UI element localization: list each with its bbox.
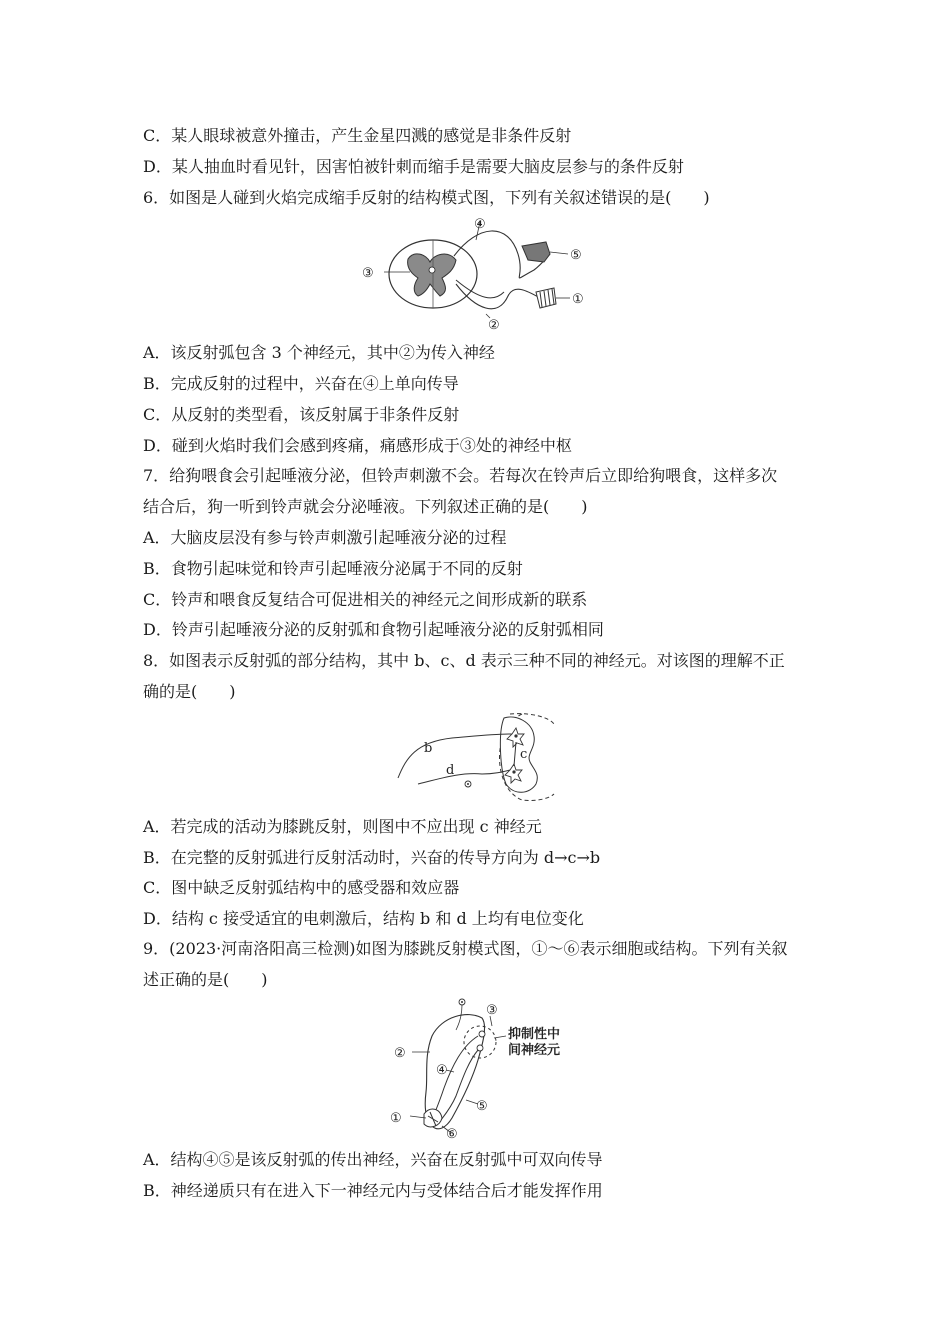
- q9-label-3: ③: [486, 1003, 498, 1018]
- q6-label-1: ①: [572, 292, 584, 307]
- q9-label-5: ⑤: [476, 1099, 488, 1114]
- q9-option-a: A．结构④⑤是该反射弧的传出神经，兴奋在反射弧中可双向传导: [143, 1150, 603, 1169]
- q9-option-b: B．神经递质只有在进入下一神经元内与受体结合后才能发挥作用: [143, 1181, 603, 1200]
- q8-figure-reflex-part: [392, 708, 562, 804]
- q6-label-3: ③: [362, 266, 374, 281]
- q9-label-4: ④: [436, 1063, 448, 1078]
- receptor-coil: [536, 288, 556, 308]
- q6-option-c: C．从反射的类型看，该反射属于非条件反射: [143, 405, 460, 424]
- q6-label-5: ⑤: [570, 248, 582, 263]
- q7-option-a: A．大脑皮层没有参与铃声刺激引起唾液分泌的过程: [143, 528, 507, 547]
- q6-stem: 6．如图是人碰到火焰完成缩手反射的结构模式图，下列有关叙述错误的是( ): [143, 188, 710, 207]
- q6-option-d: D．碰到火焰时我们会感到疼痛，痛感形成于③处的神经中枢: [143, 436, 572, 455]
- fiber-d: [418, 770, 510, 784]
- q9-figure-text-2: 间神经元: [508, 1043, 561, 1058]
- q9-label-6: ⑥: [446, 1127, 458, 1142]
- q8-label-b: b: [424, 741, 433, 756]
- q7-stem-line1: 7．给狗喂食会引起唾液分泌，但铃声刺激不会。若每次在铃声后立即给狗喂食，这样多次: [143, 466, 778, 485]
- q6-label-4: ④: [474, 217, 486, 232]
- q9-label-2: ②: [394, 1046, 406, 1061]
- effector-block: [522, 242, 550, 262]
- q8-option-b: B．在完整的反射弧进行反射活动时，兴奋的传导方向为 d→c→b: [143, 848, 601, 867]
- q8-stem-line1: 8．如图表示反射弧的部分结构，其中 b、c、d 表示三种不同的神经元。对该图的理解不正: [143, 651, 785, 670]
- fiber-b: [398, 734, 512, 778]
- q6-figure-reflex-arc: [358, 214, 598, 334]
- q8-option-d: D．结构 c 接受适宜的电刺激后，结构 b 和 d 上均有电位变化: [143, 909, 584, 928]
- q9-label-1: ①: [390, 1111, 402, 1126]
- q7-stem-line2: 结合后，狗一听到铃声就会分泌唾液。下列叙述正确的是( ): [143, 497, 588, 516]
- q6-label-2: ②: [488, 318, 500, 333]
- q9-figure-knee-jerk: [382, 996, 572, 1142]
- q8-label-d: d: [446, 763, 455, 778]
- q5-option-d: D．某人抽血时看见针，因害怕被针刺而缩手是需要大脑皮层参与的条件反射: [143, 157, 684, 176]
- q9-figure-text-1: 抑制性中: [508, 1027, 561, 1042]
- q7-option-b: B．食物引起味觉和铃声引起唾液分泌属于不同的反射: [143, 559, 523, 578]
- q6-option-b: B．完成反射的过程中，兴奋在④上单向传导: [143, 374, 459, 393]
- q7-option-c: C．铃声和喂食反复结合可促进相关的神经元之间形成新的联系: [143, 590, 588, 609]
- q5-option-c: C．某人眼球被意外撞击，产生金星四溅的感觉是非条件反射: [143, 126, 572, 145]
- neuron-body: [429, 267, 435, 273]
- q8-option-c: C．图中缺乏反射弧结构中的感受器和效应器: [143, 878, 460, 897]
- q9-stem-line1: 9．(2023·河南洛阳高三检测)如图为膝跳反射模式图，①～⑥表示细胞或结构。下列有关叙: [143, 939, 788, 958]
- q9-stem-line2: 述正确的是( ): [143, 970, 268, 989]
- q7-option-d: D．铃声引起唾液分泌的反射弧和食物引起唾液分泌的反射弧相同: [143, 620, 604, 639]
- q8-option-a: A．若完成的活动为膝跳反射，则图中不应出现 c 神经元: [143, 817, 542, 836]
- q8-label-c: c: [520, 747, 528, 762]
- q6-option-a: A．该反射弧包含 3 个神经元，其中②为传入神经: [143, 343, 495, 362]
- q8-stem-line2: 确的是( ): [143, 682, 236, 701]
